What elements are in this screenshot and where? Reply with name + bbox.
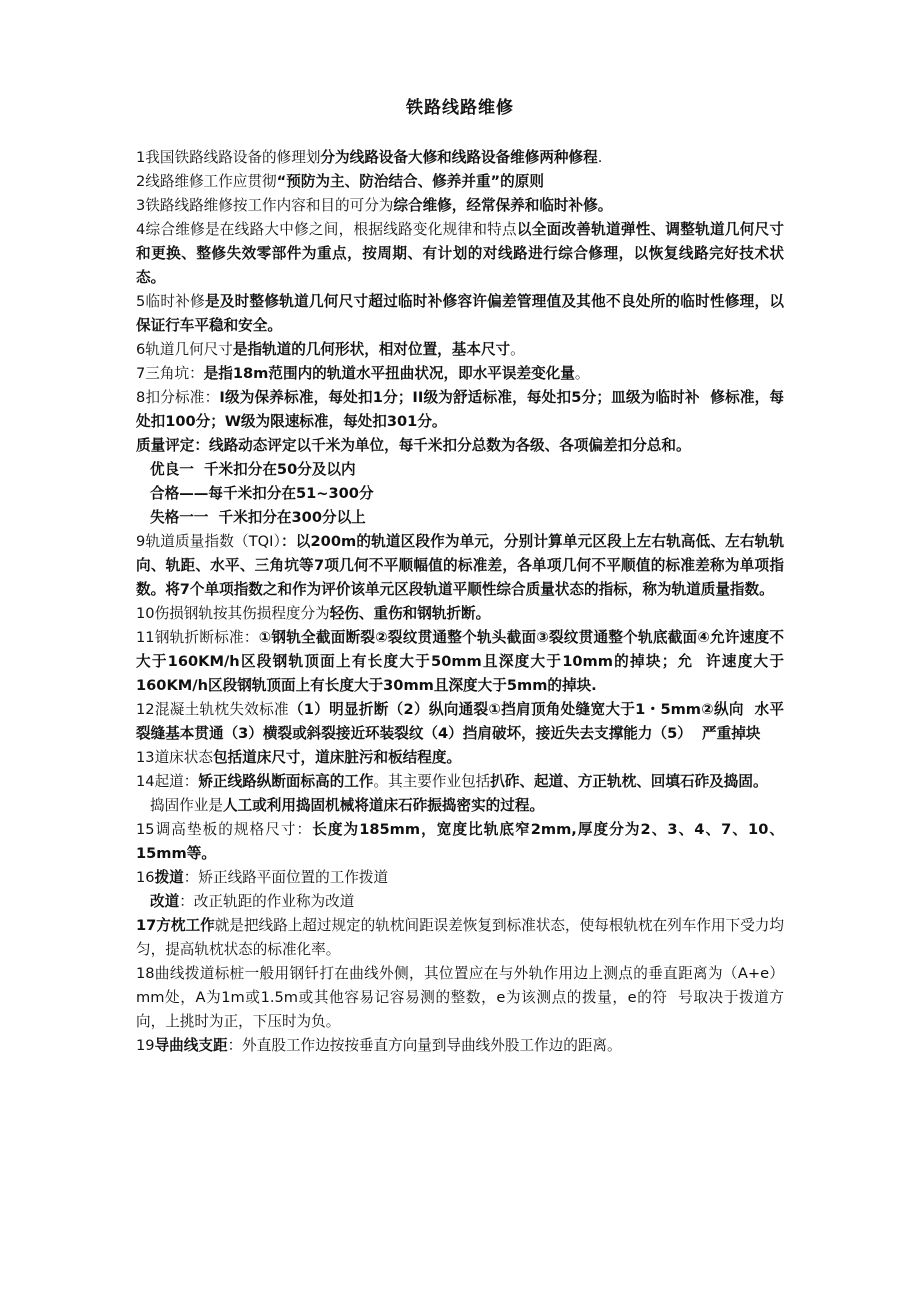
bold-text: 合格——每千米扣分在51~300分 <box>150 485 374 502</box>
text: 2线路维修工作应贯彻 <box>136 173 277 190</box>
paragraph-8 <box>136 386 784 434</box>
bold-text: 以全面改善轨道弹性、调整轨道几何尺寸和更换、整修失效零部件为重点，按周期、有计划的对线路进行综合修理，以恢复线路完好技术状态。 <box>136 221 784 286</box>
bold-text: 改道 <box>150 893 180 910</box>
bold-text: ：以200m的轨道区段作为单元，分别计算单元区段上左右轨高低、左右轨轨向、轨距、水平、三角坑等7项几何不平顺幅值的标准差，各单项几何不平顺值的标准差称为单项指数。将7个单项指数之和作为评价该单元区段轨道平顺性综合质量状态的指标，称为轨道质量指数。 <box>136 533 784 598</box>
paragraph-13 <box>136 530 784 602</box>
text: 5临时补修 <box>136 293 205 310</box>
paragraph-5 <box>136 290 784 338</box>
bold-text: （1）明显折断（2）纵向通裂①挡肩顶角处缝宽大于1・5mm②纵向 水平裂缝基本贯通（3）横裂或斜裂接近环装裂纹（4）挡肩破坏，接近失去支撑能力（5） 严重掉块 <box>136 701 784 742</box>
paragraph-20 <box>136 818 784 866</box>
text: 1我国铁路线路设备的修理划 <box>136 149 321 166</box>
bold-text: 长度为185mm，宽度比轨底窄2mm,厚度分为2、3、4、7、10、15mm等。 <box>136 821 784 862</box>
paragraph-4 <box>136 218 784 290</box>
paragraph-23 <box>136 914 784 962</box>
bold-text: 拨道 <box>154 869 184 886</box>
document-body <box>136 146 794 1058</box>
text: 11钢轨折断标准： <box>136 629 259 646</box>
bold-text: 是指18m范围内的轨道水平扭曲状况，即水平误差变化量 <box>203 365 575 382</box>
text: 9轨道质量指数（TQI） <box>136 533 282 550</box>
bold-text: 轻伤、重伤和钢轨折断。 <box>329 605 491 622</box>
bold-text: 是及时整修轨道几何尺寸超过临时补修容许偏差管理值及其他不良处所的临时性修理，以保证行车平稳和安全。 <box>136 293 784 334</box>
paragraph-12 <box>136 506 784 530</box>
paragraph-7 <box>136 362 784 386</box>
paragraph-10 <box>136 458 784 482</box>
bold-text: 包括道床尺寸，道床脏污和板结程度。 <box>212 749 462 766</box>
text: 18曲线拨道标桩一般用钢钎打在曲线外侧，其位置应在与外轨作用边上测点的垂直距离为（A+e） mm处，A为1m或1.5m或其他容易记容易测的整数，e为该测点的拨量，e的符 号取决于拨道方向，上挑时为正，下压时为负。 <box>136 965 794 1030</box>
text: ：外直股工作边按按垂直方向量到导曲线外股工作边的距离。 <box>227 1037 622 1054</box>
paragraph-17 <box>136 746 784 770</box>
text: 4综合维修是在线路大中修之间，根据线路变化规律和特点 <box>136 221 517 238</box>
text: 就是把线路上超过规定的轨枕间距误差恢复到标准状态，使每根轨枕在列车作用下受力均匀，提高轨枕状态的标准化率。 <box>136 917 784 958</box>
paragraph-15 <box>136 626 784 698</box>
bold-text: 综合维修，经常保养和临时补修。 <box>393 197 613 214</box>
text: 12混凝土轨枕失效标准 <box>136 701 289 718</box>
bold-text: 失格一一 千米扣分在300分以上 <box>150 509 366 526</box>
text: 10伤损钢轨按其伤损程度分为 <box>136 605 330 622</box>
bold-text: 扒砟、起道、方正轨枕、回填石砟及捣固。 <box>490 773 768 790</box>
paragraph-24 <box>136 962 794 1034</box>
bold-text: I级为保养标准，每处扣1分；II级为舒适标准，每处扣5分；皿级为临时补 修标准，每处扣100分；W级为限速标准，每处扣301分。 <box>136 389 784 430</box>
paragraph-1 <box>136 146 784 170</box>
bold-text: 导曲线支距 <box>154 1037 228 1054</box>
text: 19 <box>136 1037 155 1054</box>
text: 。 <box>574 365 590 382</box>
document-title: 铁路线路维修 <box>406 98 514 118</box>
text: 13道床状态 <box>136 749 213 766</box>
paragraph-3 <box>136 194 784 218</box>
bold-text: ①钢轨全截面断裂②裂纹贯通整个轨头截面③裂纹贯通整个轨底截面④允许速度不大于160KM/h区段钢轨顶面上有长度大于50mm且深度大于10mm的掉块；允 许速度大于160KM/h区段钢轨顶面上有长度大于30mm且深度大于5mm的掉块. <box>136 629 784 694</box>
text: 6轨道几何尺寸 <box>136 341 233 358</box>
text: ：改正轨距的作业称为改道 <box>179 893 355 910</box>
paragraph-22 <box>136 890 784 914</box>
paragraph-25 <box>136 1034 784 1058</box>
text: . <box>597 149 603 166</box>
bold-text: 人工或利用捣固机械将道床石砟振捣密实的过程。 <box>222 797 545 814</box>
bold-text: 分为线路设备大修和线路设备维修两种修程 <box>320 149 598 166</box>
bold-text: 优良一 千米扣分在50分及以内 <box>150 461 356 478</box>
text: 。其主要作业包括 <box>373 773 491 790</box>
text: 15调高垫板的规格尺寸： <box>136 821 313 838</box>
text: ：矫正线路平面位置的工作拨道 <box>183 869 389 886</box>
bold-text: 17方枕工作 <box>136 917 215 934</box>
paragraph-19 <box>136 794 784 818</box>
bold-text: 矫正线路纵断面标高的工作 <box>198 773 374 790</box>
paragraph-14 <box>136 602 784 626</box>
paragraph-2 <box>136 170 784 194</box>
text: 14起道： <box>136 773 199 790</box>
bold-text: 是指轨道的几何形状，相对位置，基本尺寸 <box>232 341 511 358</box>
paragraph-18 <box>136 770 784 794</box>
text: 16 <box>136 869 155 886</box>
text: 7三角坑： <box>136 365 204 382</box>
paragraph-9 <box>136 434 784 458</box>
text: 。 <box>510 341 525 358</box>
text: 捣固作业是 <box>150 797 223 814</box>
bold-text: “预防为主、防治结合、修养并重”的原则 <box>276 173 544 190</box>
paragraph-11 <box>136 482 784 506</box>
bold-text: 质量评定：线路动态评定以千米为单位，每千米扣分总数为各级、各项偏差扣分总和。 <box>136 437 691 454</box>
paragraph-6 <box>136 338 784 362</box>
text: 8扣分标准： <box>136 389 220 406</box>
paragraph-21 <box>136 866 784 890</box>
text: 3铁路线路维修按工作内容和目的可分为 <box>136 197 394 214</box>
paragraph-16 <box>136 698 784 746</box>
